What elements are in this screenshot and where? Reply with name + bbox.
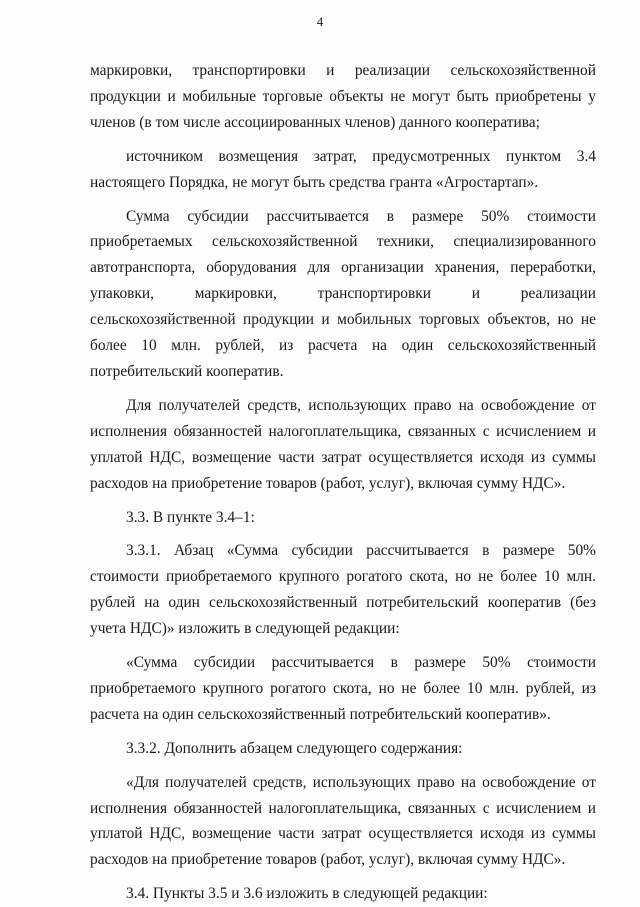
paragraph-2: источником возмещения затрат, предусмотренных пунктом 3.4 настоящего Порядка, не могут быть средства гранта «Агростартап». — [90, 147, 596, 191]
paragraph-6: 3.3.1. Абзац «Сумма субсидии рассчитывается в размере 50% стоимости приобретаемого крупного рогатого скота, но не более 10 млн. рублей на один сельскохозяйственный потребительский кооператив (без учета НДС)» изложить в следующей редакции: — [90, 542, 596, 638]
paragraph-8: 3.3.2. Дополнить абзацем следующего содержания: — [126, 739, 463, 757]
paragraph-3: Сумма субсидии рассчитывается в размере 50% стоимости приобретаемых сельскохозяйственной техники, специализированного автотранспорта, оборудования для организации хранения, переработки, упаковки, маркировки, транспортировки и реализации сельскохозяйственной продукции и мобильных торговых объектов, но не более 10 млн. рублей, из расчета на один сельскохозяйственный потребительский кооператив. — [90, 207, 596, 380]
paragraph-4: Для получателей средств, использующих право на освобождение от исполнения обязанностей налогоплательщика, связанных с исчислением и уплатой НДС, возмещение части затрат осуществляется исходя из суммы расходов на приобретение товаров (работ, услуг), включая сумму НДС». — [90, 396, 596, 492]
paragraph-7: «Сумма субсидии рассчитывается в размере 50% стоимости приобретаемого крупного рогатого скота, но не более 10 млн. рублей, из расчета на один сельскохозяйственный потребительский кооператив». — [90, 654, 596, 723]
paragraph-9: «Для получателей средств, использующих право на освобождение от исполнения обязанностей налогоплательщика, связанных с исчислением и уплатой НДС, возмещение части затрат осуществляется исходя из суммы расходов на приобретение товаров (работ, услуг), включая сумму НДС». — [90, 773, 596, 869]
paragraph-10: 3.4. Пункты 3.5 и 3.6 изложить в следующей редакции: — [126, 885, 488, 903]
page-number: 4 — [316, 14, 324, 29]
paragraph-1: маркировки, транспортировки и реализации сельскохозяйственной продукции и мобильные торговые объекты не могут быть приобретены у членов (в том числе ассоциированных членов) данного кооператива; — [90, 62, 596, 131]
document-body — [90, 58, 596, 907]
paragraph-5: 3.3. В пункте 3.4–1: — [126, 508, 255, 526]
